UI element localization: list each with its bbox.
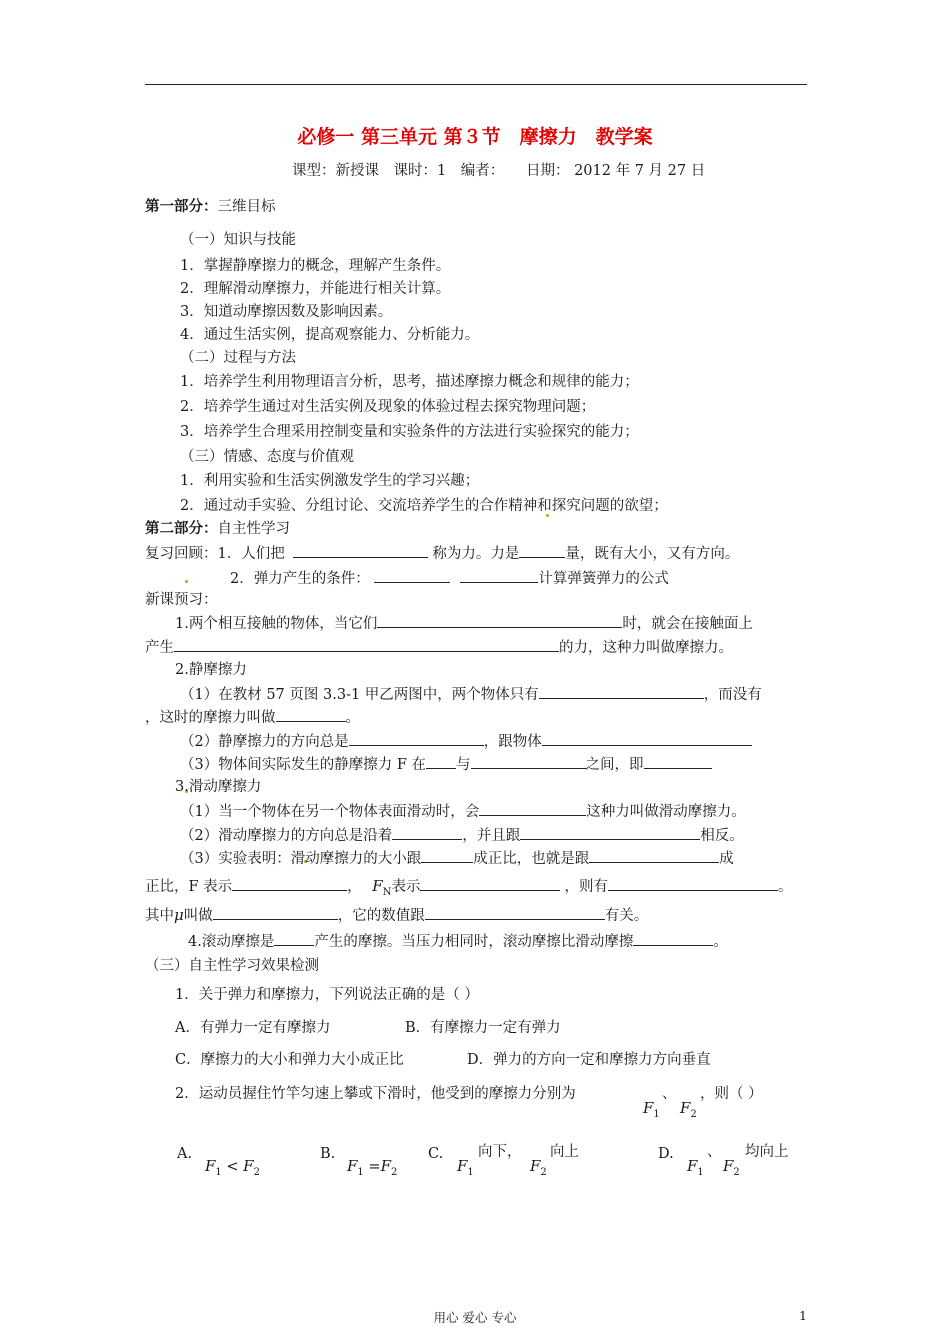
page-number: 1: [799, 1308, 807, 1323]
page-title: 必修一 第三单元 第３节 摩擦力 教学案: [297, 126, 653, 148]
blank-field[interactable]: [174, 637, 559, 652]
q1-option-a[interactable]: A．有弹力一定有摩擦力: [175, 1020, 331, 1036]
blank-field[interactable]: [542, 731, 752, 746]
list-item: 2．理解滑动摩擦力，并能进行相关计算。: [180, 281, 451, 297]
q2-force-f1: $F_1$: [643, 1099, 660, 1120]
header-rule: [145, 84, 807, 85]
static-friction-heading: 2.静摩擦力: [175, 662, 247, 678]
q2-option-c-text1: 向下，: [478, 1144, 522, 1160]
section-process: （二）过程与方法: [180, 350, 296, 366]
preview-label: 新课预习：: [145, 592, 218, 608]
review-line-2: 2．弹力产生的条件： 计算弹簧弹力的公式: [230, 568, 669, 589]
q2-separator: 、: [662, 1086, 677, 1102]
kinetic-q4: 其中μ叫做 ，它的数值跟 有关。: [145, 906, 649, 924]
q2-option-c-f1: $F_1$: [457, 1157, 474, 1178]
q2-option-c-label[interactable]: C.: [428, 1146, 444, 1162]
q2-option-a-label[interactable]: A.: [177, 1146, 193, 1162]
blank-field[interactable]: [293, 543, 428, 558]
blank-field[interactable]: [520, 825, 700, 840]
blank-field[interactable]: [276, 707, 346, 722]
preview-item-1-cont: 产生 的力，这种力叫做摩擦力。: [145, 637, 733, 658]
blank-field[interactable]: [608, 876, 778, 891]
lesson-meta: 课型：新授课 课时：1 编者： 日期： 2012 年 7 月 27 日: [292, 163, 706, 179]
mark-dot: [546, 514, 549, 517]
static-q2: （2）静摩擦力的方向总是 ，跟物体: [180, 731, 752, 752]
blank-field[interactable]: [374, 568, 450, 583]
q2-option-c-text2: 向上: [550, 1144, 579, 1160]
kinetic-q2: （2）滑动摩擦力的方向总是沿着 ，并且跟 相反。: [180, 825, 744, 846]
blank-field[interactable]: [633, 931, 713, 946]
list-item: 4．通过生活实例，提高观察能力、分析能力。: [180, 327, 480, 343]
kinetic-friction-heading: 3.滑动摩擦力: [175, 779, 262, 795]
blank-field[interactable]: [425, 905, 605, 920]
q2-option-c-f2: $F_2$: [530, 1157, 547, 1178]
blank-field[interactable]: [274, 931, 314, 946]
blank-field[interactable]: [460, 568, 538, 583]
blank-field[interactable]: [420, 876, 560, 891]
section-knowledge: （一）知识与技能: [180, 232, 296, 248]
review-line-1: 复习回顾：1．人们把 称为力。力是 量，既有大小，又有方向。: [145, 543, 739, 564]
blank-field[interactable]: [213, 905, 338, 920]
list-item: 1．培养学生利用物理语言分析，思考，描述摩擦力概念和规律的能力；: [180, 374, 639, 390]
q1-option-b[interactable]: B．有摩擦力一定有弹力: [405, 1020, 561, 1036]
blank-field[interactable]: [471, 754, 586, 769]
blank-field[interactable]: [539, 684, 704, 699]
q2-option-b-label[interactable]: B.: [320, 1146, 336, 1162]
page-footer: 用心 爱心 专心: [433, 1310, 517, 1325]
blank-field[interactable]: [519, 543, 565, 558]
question-1: 1．关于弹力和摩擦力，下列说法正确的是（ ）: [175, 987, 479, 1003]
q2-option-a-formula: $F_1 < F_2$: [205, 1157, 260, 1178]
blank-field[interactable]: [421, 848, 473, 863]
blank-field[interactable]: [426, 754, 456, 769]
kinetic-q1: （1）当一个物体在另一个物体表面滑动时，会 这种力叫做滑动摩擦力。: [180, 801, 746, 822]
blank-field[interactable]: [479, 801, 586, 816]
q2-option-d-f2: $F_2$: [723, 1157, 740, 1178]
blank-field[interactable]: [644, 754, 712, 769]
static-q3: （3）物体间实际发生的静摩擦力 F 在 与 之间，即: [180, 754, 712, 775]
preview-item-1: 1.两个相互接触的物体，当它们 时，就会在接触面上: [175, 613, 753, 634]
q2-option-b-formula: $F_1 =F_2$: [347, 1157, 398, 1178]
list-item: 1．掌握静摩擦力的概念，理解产生条件。: [180, 258, 451, 274]
blank-field[interactable]: [349, 731, 484, 746]
blank-field[interactable]: [392, 825, 462, 840]
q1-option-d[interactable]: D．弹力的方向一定和摩擦力方向垂直: [467, 1052, 711, 1068]
mark-dot: [185, 580, 188, 583]
q2-option-d-text: 均向上: [745, 1144, 789, 1160]
question-2: 2．运动员握住竹竿匀速上攀或下滑时，他受到的摩擦力分别为: [175, 1086, 576, 1102]
list-item: 2．通过动手实验、分组讨论、交流培养学生的合作精神和探究问题的欲望；: [180, 498, 668, 514]
q2-force-f2: $F_2$: [680, 1099, 697, 1120]
list-item: 3．培养学生合理采用控制变量和实验条件的方法进行实验探究的能力；: [180, 424, 639, 440]
blank-field[interactable]: [377, 613, 622, 628]
part1-heading: 第一部分：三维目标: [145, 199, 276, 215]
list-item: 3．知道动摩擦因数及影响因素。: [180, 304, 393, 320]
q2-option-d-label[interactable]: D.: [658, 1146, 674, 1162]
q1-option-c[interactable]: C．摩擦力的大小和弹力大小成正比: [175, 1052, 404, 1068]
q2-option-d-f1: $F_1$: [687, 1157, 704, 1178]
q2-option-d-sep: 、: [707, 1144, 722, 1160]
self-check-heading: （三）自主性学习效果检测: [145, 958, 319, 974]
q2-end: ，则（ ）: [700, 1086, 763, 1102]
normal-force-symbol: $F_N$: [372, 877, 392, 898]
part2-heading: 第二部分：自主性学习: [145, 521, 290, 537]
static-q1-cont: ，这时的摩擦力叫做 。: [145, 707, 360, 728]
kinetic-q3: （3）实验表明：滑动摩擦力的大小跟 成正比，也就是跟 成: [180, 848, 734, 869]
rolling-friction: 4.滚动摩擦是 产生的摩擦。当压力相同时，滚动摩擦比滑动摩擦 。: [188, 931, 728, 952]
list-item: 2．培养学生通过对生活实例及现象的体验过程去探究物理问题；: [180, 399, 596, 415]
list-item: 1．利用实验和生活实例激发学生的学习兴趣；: [180, 473, 480, 489]
section-attitude: （三）情感、态度与价值观: [180, 449, 354, 465]
kinetic-q3-cont: 正比，F 表示 ， $F_N$表示 ，则有 。: [145, 877, 793, 898]
static-q1: （1）在教材 57 页图 3.3-1 甲乙两图中，两个物体只有 ，而没有: [180, 684, 762, 705]
blank-field[interactable]: [589, 848, 719, 863]
blank-field[interactable]: [232, 876, 347, 891]
